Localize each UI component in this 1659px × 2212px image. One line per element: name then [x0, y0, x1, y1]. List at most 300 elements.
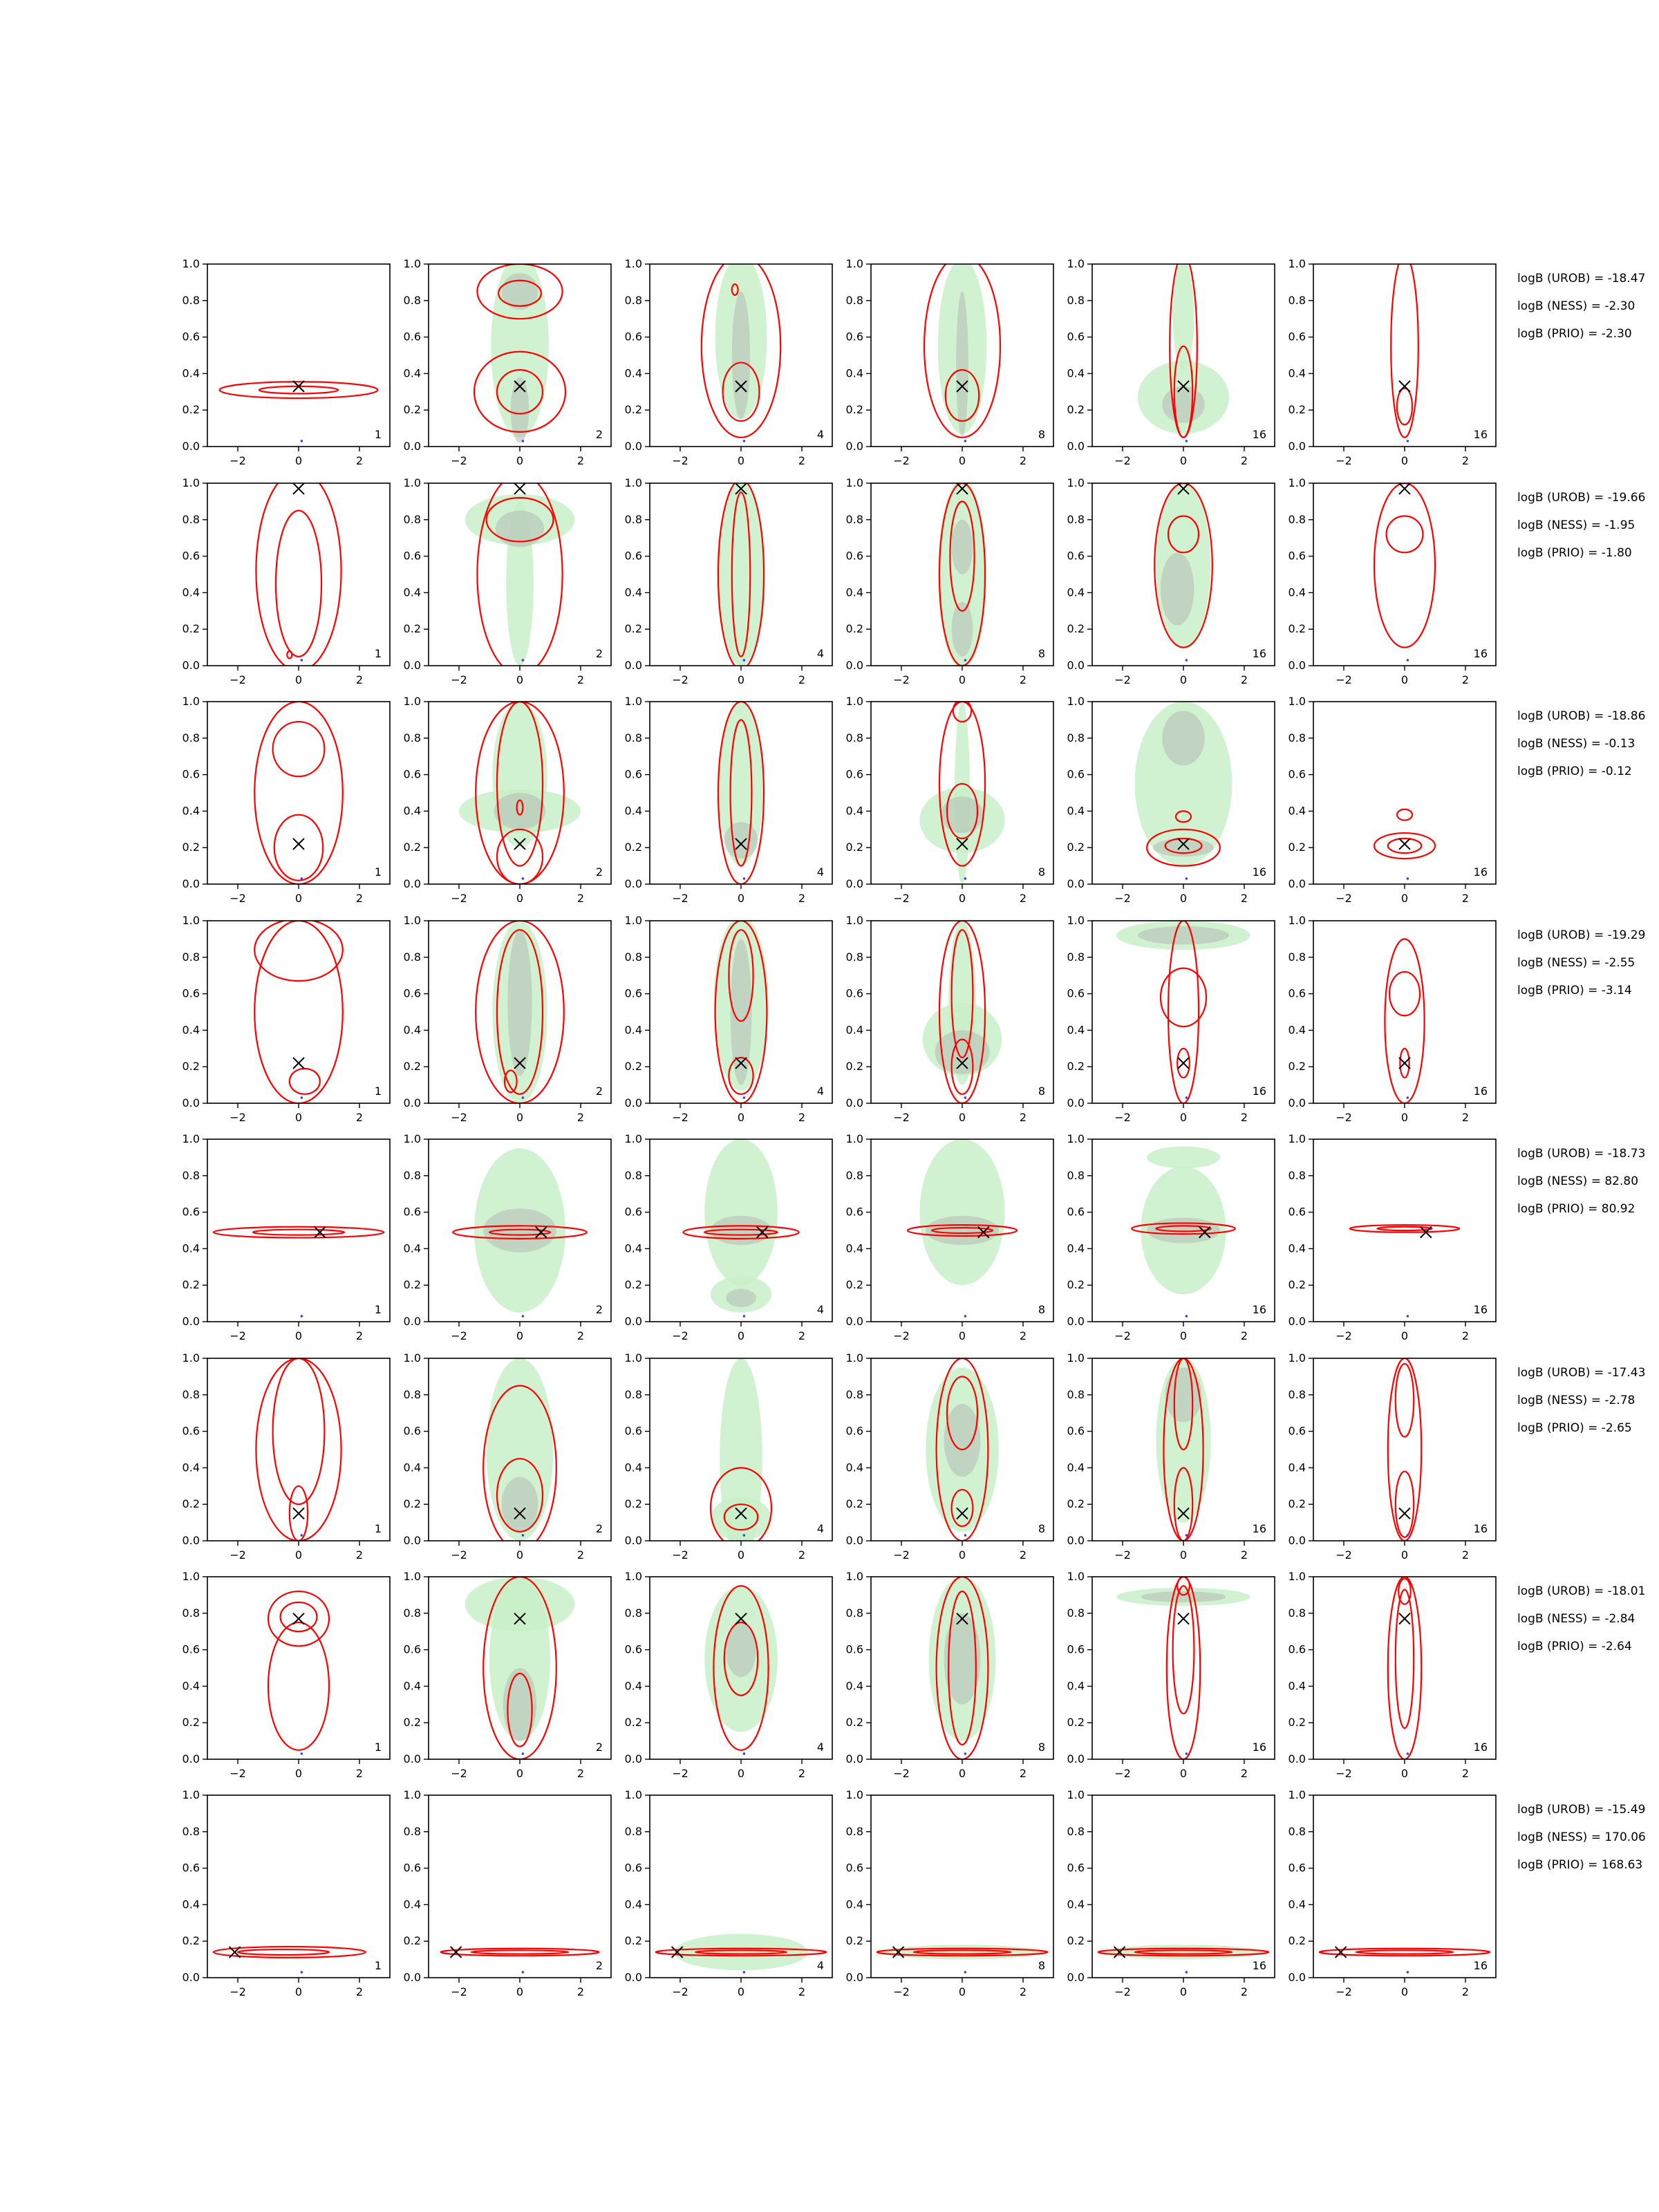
x-tick-label: 2: [798, 673, 806, 686]
panel-number: 1: [374, 428, 382, 441]
x-tick-label: −2: [893, 892, 910, 905]
panel-number: 16: [1473, 647, 1488, 660]
axes-frame: [207, 702, 390, 884]
x-tick-label: 0: [1179, 454, 1188, 467]
y-tick-label: 0.0: [1288, 877, 1306, 890]
axes-frame: [1313, 264, 1496, 447]
x-tick-label: 0: [958, 1985, 966, 1998]
y-tick-label: 0.8: [182, 1824, 200, 1838]
y-tick-label: 0.8: [1067, 1824, 1085, 1838]
y-tick-label: 0.2: [182, 1497, 200, 1511]
y-tick-label: 0.8: [845, 1387, 863, 1401]
y-tick-label: 0.6: [403, 330, 421, 344]
sample-dot: [301, 1534, 303, 1537]
y-tick-label: 0.4: [624, 1679, 642, 1693]
y-tick-label: 0.8: [182, 293, 200, 307]
y-tick-label: 0.2: [1067, 622, 1085, 636]
panel: [1288, 1570, 1496, 1780]
x-tick-label: 0: [737, 673, 745, 686]
x-tick-label: 2: [355, 673, 364, 686]
sample-dot: [964, 1971, 967, 1974]
y-tick-label: 0.0: [403, 877, 421, 890]
y-tick-label: 0.6: [845, 1424, 863, 1438]
sample-dot: [964, 659, 967, 662]
y-tick-label: 1.0: [403, 1351, 421, 1365]
y-tick-label: 0.6: [624, 767, 642, 781]
y-tick-label: 0.8: [1288, 512, 1306, 526]
y-tick-label: 0.6: [1067, 1205, 1085, 1219]
logb-label: logB (UROB) = -19.29: [1517, 928, 1646, 942]
x-tick-label: 2: [1019, 1329, 1027, 1342]
x-tick-label: 0: [516, 673, 524, 686]
y-tick-label: 0.2: [182, 403, 200, 417]
y-tick-label: 0.4: [1067, 1241, 1085, 1255]
y-tick-label: 1.0: [845, 1132, 863, 1145]
y-tick-label: 0.6: [182, 986, 200, 1000]
x-tick-label: 0: [1179, 1111, 1188, 1124]
panel: [625, 1570, 832, 1780]
y-tick-label: 0.6: [1067, 549, 1085, 563]
plot-area: [465, 1577, 574, 1759]
x-tick-label: 2: [798, 1329, 806, 1342]
contour-line: [256, 471, 341, 671]
y-tick-label: 0.6: [845, 1642, 863, 1656]
panel: [846, 1351, 1053, 1562]
panel-number: 16: [1252, 428, 1266, 441]
y-tick-label: 0.2: [624, 1716, 642, 1730]
x-tick-label: 0: [958, 1111, 966, 1124]
density-fill: [955, 702, 970, 884]
y-tick-label: 0.8: [403, 1606, 421, 1620]
x-tick-label: 2: [1019, 1548, 1027, 1562]
panel-number: 4: [816, 1303, 824, 1316]
x-tick-label: 2: [798, 892, 806, 905]
y-tick-label: 0.8: [1067, 512, 1085, 526]
y-tick-label: 1.0: [845, 1570, 863, 1583]
y-tick-label: 0.2: [624, 841, 642, 854]
sample-dot: [1407, 1096, 1409, 1099]
logb-label: logB (PRIO) = -1.80: [1517, 546, 1632, 560]
y-tick-label: 1.0: [845, 695, 863, 708]
axes-frame: [1313, 702, 1496, 884]
y-tick-label: 1.0: [182, 914, 200, 927]
y-tick-label: 0.6: [624, 549, 642, 563]
y-tick-label: 0.0: [1288, 1096, 1306, 1109]
plot-area: [441, 1947, 599, 1974]
logb-label: logB (NESS) = 82.80: [1517, 1174, 1639, 1188]
panel: [182, 1788, 390, 1998]
x-tick-label: 2: [798, 1985, 806, 1998]
y-tick-label: 0.2: [845, 1934, 863, 1948]
density-core: [502, 1477, 538, 1532]
y-tick-label: 0.6: [403, 549, 421, 563]
sample-dot: [522, 877, 525, 880]
plot-area: [220, 381, 378, 442]
panel: [182, 695, 390, 905]
logb-label: logB (PRIO) = -3.14: [1517, 984, 1632, 997]
y-tick-label: 0.2: [1067, 841, 1085, 854]
y-tick-label: 0.0: [182, 1315, 200, 1328]
y-tick-label: 0.0: [182, 877, 200, 890]
x-tick-label: 0: [1400, 1767, 1409, 1780]
panel-number: 2: [595, 1522, 603, 1535]
y-tick-label: 0.6: [845, 549, 863, 563]
logb-label: logB (UROB) = -18.47: [1517, 272, 1646, 285]
panel: [1067, 476, 1275, 686]
panel: [625, 1132, 832, 1342]
y-tick-label: 1.0: [624, 1788, 642, 1801]
panel: [404, 695, 611, 905]
panel: [182, 1132, 390, 1342]
logb-label: logB (NESS) = -1.95: [1517, 518, 1635, 532]
y-tick-label: 1.0: [1067, 1351, 1085, 1365]
plot-area: [1098, 1944, 1268, 1973]
y-tick-label: 0.0: [1288, 1534, 1306, 1547]
y-tick-label: 0.2: [624, 622, 642, 636]
x-tick-label: 2: [1240, 1329, 1248, 1342]
y-tick-label: 0.0: [403, 1096, 421, 1109]
sample-dot: [1407, 440, 1409, 442]
y-tick-label: 0.6: [1288, 767, 1306, 781]
panel: [846, 695, 1053, 905]
contour-line: [254, 921, 343, 1103]
x-tick-label: 0: [294, 1985, 303, 1998]
plot-area: [908, 1139, 1017, 1318]
panel: [1288, 914, 1496, 1124]
x-tick-label: −2: [451, 892, 467, 905]
density-core: [1162, 386, 1205, 423]
y-tick-label: 0.6: [845, 1205, 863, 1219]
y-tick-label: 0.2: [1288, 1278, 1306, 1292]
y-tick-label: 0.0: [624, 1971, 642, 1984]
x-tick-label: −2: [229, 1767, 246, 1780]
y-tick-label: 0.8: [624, 731, 642, 744]
plot-area: [254, 919, 343, 1103]
y-tick-label: 1.0: [1288, 476, 1306, 489]
sample-dot: [522, 1315, 525, 1318]
sample-dot: [1407, 1971, 1409, 1974]
panel: [404, 474, 611, 686]
panel-number: 16: [1252, 1959, 1266, 1972]
contour-line: [1374, 833, 1435, 859]
panel: [625, 476, 832, 686]
y-tick-label: 1.0: [624, 1570, 642, 1583]
y-tick-label: 0.4: [403, 1461, 421, 1474]
contour-line: [259, 386, 338, 394]
x-tick-label: 2: [355, 1548, 364, 1562]
y-tick-label: 0.0: [1067, 440, 1085, 453]
sample-dot: [1185, 877, 1188, 880]
y-tick-label: 0.4: [1067, 585, 1085, 599]
panel-number: 4: [816, 1522, 824, 1535]
y-tick-label: 0.0: [624, 659, 642, 672]
y-tick-label: 0.8: [1067, 731, 1085, 744]
sample-dot: [522, 440, 525, 442]
y-tick-label: 0.8: [403, 1824, 421, 1838]
y-tick-label: 0.8: [1067, 950, 1085, 964]
density-fill: [674, 1934, 808, 1971]
density-core: [1161, 552, 1194, 626]
y-tick-label: 0.8: [1067, 1168, 1085, 1182]
plot-area: [919, 700, 1004, 884]
x-tick-label: 2: [798, 454, 806, 467]
y-tick-label: 0.4: [845, 366, 863, 380]
y-tick-label: 1.0: [1288, 695, 1306, 708]
y-tick-label: 0.6: [845, 767, 863, 781]
panel-number: 16: [1252, 1522, 1266, 1535]
panel-number: 4: [816, 428, 824, 441]
y-tick-label: 0.8: [624, 1824, 642, 1838]
y-tick-label: 0.0: [624, 1534, 642, 1547]
y-tick-label: 0.2: [182, 1716, 200, 1730]
y-tick-label: 1.0: [403, 1132, 421, 1145]
panel: [182, 1351, 390, 1562]
y-tick-label: 0.4: [845, 1023, 863, 1037]
y-tick-label: 0.2: [845, 403, 863, 417]
x-tick-label: −2: [672, 673, 688, 686]
x-tick-label: 0: [737, 1329, 745, 1342]
x-tick-label: 0: [516, 892, 524, 905]
logb-label: logB (PRIO) = -2.30: [1517, 327, 1632, 341]
panel-number: 2: [595, 1085, 603, 1098]
y-tick-label: 1.0: [624, 476, 642, 489]
x-tick-label: 2: [1461, 1111, 1470, 1124]
y-tick-label: 0.6: [624, 1205, 642, 1219]
sample-dot: [522, 1096, 525, 1099]
y-tick-label: 0.8: [624, 1387, 642, 1401]
axes-frame: [1313, 921, 1496, 1103]
truth-marker: [514, 483, 525, 494]
plot-area: [1135, 702, 1232, 880]
panel: [1288, 1132, 1496, 1342]
x-tick-label: 2: [1019, 1767, 1027, 1780]
sample-dot: [1407, 659, 1409, 662]
contour-line: [1161, 968, 1206, 1027]
y-tick-label: 0.8: [624, 293, 642, 307]
x-tick-label: 0: [294, 454, 303, 467]
plot-area: [1374, 483, 1435, 662]
plot-area: [453, 1148, 587, 1318]
y-tick-label: 0.4: [182, 1679, 200, 1693]
panel-number: 16: [1473, 1085, 1488, 1098]
x-tick-label: 2: [798, 1548, 806, 1562]
x-tick-label: −2: [893, 1767, 910, 1780]
x-tick-label: 0: [294, 673, 303, 686]
x-tick-label: 2: [577, 1329, 585, 1342]
x-tick-label: 0: [1400, 1111, 1409, 1124]
y-tick-label: 0.0: [1067, 1096, 1085, 1109]
x-tick-label: 2: [355, 1767, 364, 1780]
y-tick-label: 0.4: [624, 1897, 642, 1911]
y-tick-label: 0.8: [624, 1168, 642, 1182]
panel-number: 8: [1038, 1959, 1045, 1972]
y-tick-label: 0.0: [1067, 659, 1085, 672]
x-tick-label: 2: [355, 892, 364, 905]
x-tick-label: 0: [958, 454, 966, 467]
x-tick-label: 0: [516, 1767, 524, 1780]
y-tick-label: 0.0: [845, 1096, 863, 1109]
y-tick-label: 0.8: [624, 1606, 642, 1620]
density-core: [494, 793, 546, 830]
y-tick-label: 0.6: [182, 1424, 200, 1438]
plot-area: [1116, 921, 1250, 1103]
x-tick-label: 2: [1461, 1985, 1470, 1998]
y-tick-label: 0.6: [624, 1642, 642, 1656]
contour-line: [254, 919, 343, 981]
contour-line: [1391, 255, 1418, 438]
y-tick-label: 0.2: [403, 1497, 421, 1511]
contour-line: [287, 651, 292, 659]
y-tick-label: 0.8: [845, 1168, 863, 1182]
y-tick-label: 0.0: [845, 877, 863, 890]
y-tick-label: 0.2: [845, 1497, 863, 1511]
contour-line: [1387, 516, 1423, 553]
y-tick-label: 1.0: [403, 914, 421, 927]
logb-label: logB (PRIO) = -0.12: [1517, 765, 1632, 778]
plot-area: [704, 1586, 778, 1755]
y-tick-label: 0.6: [403, 767, 421, 781]
contour-line: [471, 1950, 569, 1953]
contour-line: [1397, 388, 1412, 425]
sample-dot: [964, 1096, 967, 1099]
y-tick-label: 0.2: [1288, 1060, 1306, 1074]
x-tick-label: 0: [294, 892, 303, 905]
y-tick-label: 0.2: [182, 622, 200, 636]
x-tick-label: 0: [1179, 1767, 1188, 1780]
density-core: [724, 822, 758, 859]
y-tick-label: 0.4: [845, 1241, 863, 1255]
y-tick-label: 0.4: [182, 585, 200, 599]
y-tick-label: 0.8: [403, 950, 421, 964]
y-tick-label: 0.8: [182, 731, 200, 744]
y-tick-label: 1.0: [624, 257, 642, 270]
y-tick-label: 0.0: [845, 1534, 863, 1547]
y-tick-label: 1.0: [1067, 1132, 1085, 1145]
y-tick-label: 0.8: [182, 1606, 200, 1620]
logb-label: logB (NESS) = 170.06: [1517, 1830, 1646, 1844]
sample-dot: [964, 1315, 967, 1318]
y-tick-label: 0.6: [845, 1861, 863, 1875]
panel-number: 16: [1473, 428, 1488, 441]
y-tick-label: 0.4: [1288, 585, 1306, 599]
x-tick-label: 2: [1240, 892, 1248, 905]
sample-dot: [301, 1971, 303, 1974]
density-fill: [465, 1577, 574, 1631]
x-tick-label: 0: [516, 1548, 524, 1562]
x-tick-label: 0: [737, 1985, 745, 1998]
panel: [1067, 1132, 1275, 1342]
y-tick-label: 0.6: [403, 986, 421, 1000]
y-tick-label: 0.0: [845, 1315, 863, 1328]
panel: [846, 255, 1053, 467]
panel: [625, 1788, 832, 1998]
truth-marker: [293, 483, 304, 494]
truth-marker: [1399, 1508, 1410, 1519]
panel: [1288, 1788, 1496, 1998]
logb-label: logB (NESS) = -0.13: [1517, 737, 1635, 751]
logb-label: logB (PRIO) = -2.64: [1517, 1640, 1632, 1653]
truth-marker: [1399, 483, 1410, 494]
y-tick-label: 0.2: [1067, 403, 1085, 417]
plot-area: [1385, 939, 1424, 1103]
panel-number: 2: [595, 428, 603, 441]
sample-dot: [301, 1315, 303, 1318]
density-fill: [704, 1139, 778, 1285]
y-tick-label: 0.2: [1288, 1716, 1306, 1730]
x-tick-label: 0: [737, 892, 745, 905]
sample-dot: [743, 1534, 746, 1537]
logb-label: logB (UROB) = -19.66: [1517, 491, 1646, 505]
y-tick-label: 0.6: [624, 1424, 642, 1438]
contour-line: [214, 1947, 366, 1958]
x-tick-label: −2: [893, 1985, 910, 1998]
y-tick-label: 0.8: [403, 731, 421, 744]
y-tick-label: 0.8: [1288, 1387, 1306, 1401]
axes-frame: [207, 921, 390, 1103]
contour-line: [1385, 939, 1424, 1103]
y-tick-label: 0.2: [1288, 403, 1306, 417]
x-tick-label: 2: [1461, 1767, 1470, 1780]
y-tick-label: 0.2: [403, 1060, 421, 1074]
truth-marker: [293, 838, 304, 850]
panel-number: 4: [816, 1085, 824, 1098]
plot-area: [476, 921, 564, 1103]
y-tick-label: 0.8: [182, 950, 200, 964]
x-tick-label: 2: [798, 1111, 806, 1124]
y-tick-label: 0.8: [1067, 293, 1085, 307]
x-tick-label: −2: [1114, 892, 1131, 905]
contour-line: [220, 382, 378, 398]
x-tick-label: 2: [1019, 1111, 1027, 1124]
y-tick-label: 0.0: [1067, 1315, 1085, 1328]
density-fill: [1147, 1147, 1220, 1169]
panel: [1067, 914, 1275, 1124]
y-tick-label: 0.2: [845, 841, 863, 854]
logb-label: logB (NESS) = -2.78: [1517, 1394, 1635, 1407]
x-tick-label: 2: [798, 1767, 806, 1780]
panel: [846, 914, 1053, 1124]
panel: [182, 1570, 390, 1780]
y-tick-label: 0.4: [403, 1023, 421, 1037]
y-tick-label: 0.6: [845, 330, 863, 344]
panel-number: 8: [1038, 1303, 1045, 1316]
y-tick-label: 0.4: [403, 1241, 421, 1255]
y-tick-label: 1.0: [624, 1351, 642, 1365]
panel: [404, 255, 611, 467]
y-tick-label: 0.6: [1067, 767, 1085, 781]
y-tick-label: 1.0: [403, 695, 421, 708]
plot-area: [256, 471, 341, 671]
x-tick-label: −2: [672, 1111, 688, 1124]
contour-line: [1388, 838, 1421, 853]
contour-line: [273, 722, 325, 776]
panel-number: 8: [1038, 647, 1045, 660]
y-tick-label: 0.2: [845, 1278, 863, 1292]
y-tick-label: 1.0: [182, 476, 200, 489]
density-core: [726, 1288, 756, 1306]
x-tick-label: −2: [672, 1767, 688, 1780]
panel-number: 1: [374, 1959, 382, 1972]
y-tick-label: 0.4: [182, 804, 200, 818]
y-tick-label: 0.8: [182, 512, 200, 526]
truth-marker: [293, 1058, 304, 1069]
x-tick-label: 2: [577, 1111, 585, 1124]
y-tick-label: 0.4: [1288, 1461, 1306, 1474]
panel: [846, 476, 1053, 686]
x-tick-label: −2: [1335, 1329, 1352, 1342]
contour-line: [1398, 1579, 1411, 1604]
panel-number: 8: [1038, 1741, 1045, 1754]
